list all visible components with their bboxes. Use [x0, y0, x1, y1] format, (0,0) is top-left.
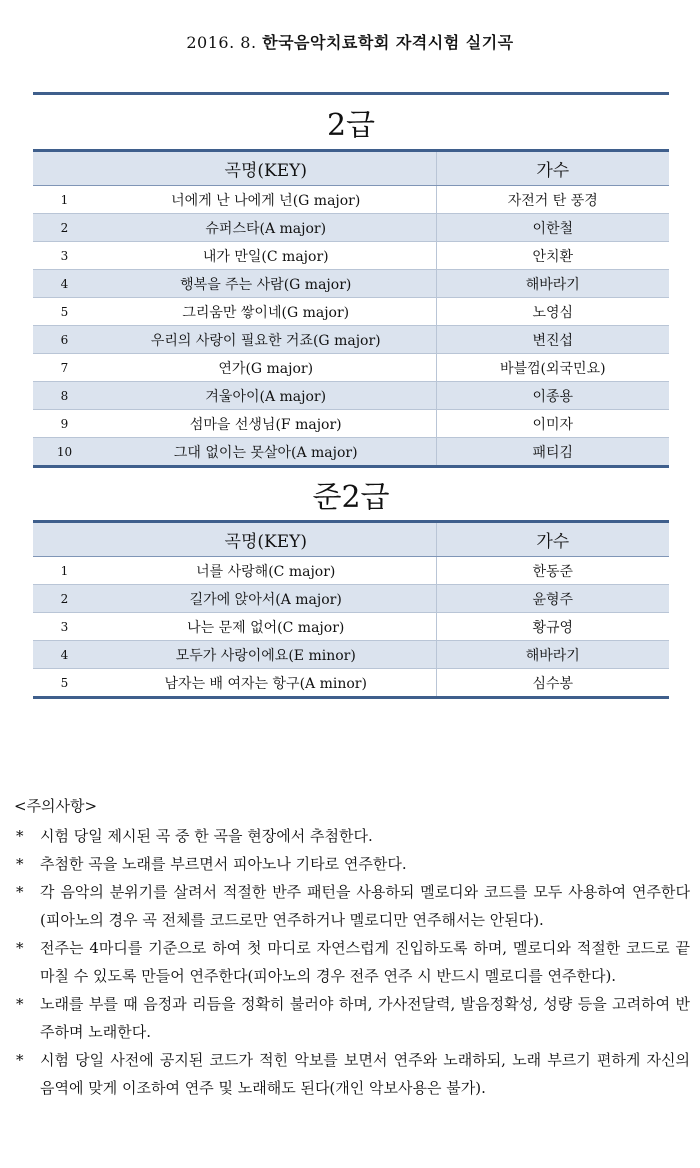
bullet-star: * [16, 1051, 24, 1069]
row-singer: 해바라기 [436, 641, 669, 669]
row-song: 우리의 사랑이 필요한 거죠(G major) [96, 326, 436, 354]
header-singer: 가수 [436, 151, 669, 186]
row-number: 4 [33, 270, 96, 298]
row-singer: 심수봉 [436, 669, 669, 698]
notes-list [14, 822, 690, 1102]
row-song: 너를 사랑해(C major) [96, 557, 436, 585]
row-singer: 이미자 [436, 410, 669, 438]
table-row [33, 410, 669, 438]
header-number [33, 522, 96, 557]
row-song: 겨울아이(A major) [96, 382, 436, 410]
table-row [33, 298, 669, 326]
table-row [33, 585, 669, 613]
note-text: 각 음악의 분위기를 살려서 적절한 반주 패턴을 사용하되 멜로디와 코드를 모두 사용하여 연주한다(피아노의 경우 곡 전체를 코드로만 연주하거나 멜로디만 연주해서는 안된다). [40, 883, 690, 929]
row-singer: 이종용 [436, 382, 669, 410]
page-title [0, 30, 700, 53]
row-singer: 해바라기 [436, 270, 669, 298]
header-number [33, 151, 96, 186]
row-song: 내가 만일(C major) [96, 242, 436, 270]
bullet-star: * [16, 827, 24, 845]
row-number: 9 [33, 410, 96, 438]
grade2-table [33, 92, 669, 699]
grade2pre-heading: 준2급 [33, 467, 669, 522]
grade2-header-row [33, 151, 669, 186]
grade2pre-heading-row [33, 467, 669, 522]
bullet-star: * [16, 883, 24, 901]
note-item [14, 822, 690, 850]
row-singer: 노영심 [436, 298, 669, 326]
row-song: 그리움만 쌓이네(G major) [96, 298, 436, 326]
note-text: 노래를 부를 때 음정과 리듬을 정확히 불러야 하며, 가사전달력, 발음정확성, 성량 등을 고려하여 반주하며 노래한다. [40, 995, 690, 1041]
table-row [33, 438, 669, 467]
table-row [33, 613, 669, 641]
header-song: 곡명(KEY) [96, 522, 436, 557]
note-text: 시험 당일 제시된 곡 중 한 곡을 현장에서 추첨한다. [40, 827, 373, 845]
row-song: 그대 없이는 못살아(A major) [96, 438, 436, 467]
row-song: 행복을 주는 사람(G major) [96, 270, 436, 298]
table-row [33, 669, 669, 698]
table-row [33, 354, 669, 382]
bullet-star: * [16, 995, 24, 1013]
row-number: 3 [33, 613, 96, 641]
row-song: 너에게 난 나에게 넌(G major) [96, 186, 436, 214]
header-singer: 가수 [436, 522, 669, 557]
grade2-heading-row [33, 94, 669, 151]
row-singer: 변진섭 [436, 326, 669, 354]
row-singer: 이한철 [436, 214, 669, 242]
row-singer: 황규영 [436, 613, 669, 641]
title-org: 한국음악치료학회 자격시험 실기곡 [262, 33, 514, 52]
note-item [14, 1046, 690, 1102]
row-number: 1 [33, 557, 96, 585]
table-row [33, 214, 669, 242]
table-row [33, 326, 669, 354]
bullet-star: * [16, 939, 24, 957]
note-item [14, 934, 690, 990]
table-row [33, 186, 669, 214]
row-singer: 윤형주 [436, 585, 669, 613]
note-text: 시험 당일 사전에 공지된 코드가 적힌 악보를 보면서 연주와 노래하되, 노래 부르기 편하게 자신의 음역에 맞게 이조하여 연주 및 노래해도 된다(개인 악보사용은 불가). [40, 1051, 690, 1097]
row-number: 8 [33, 382, 96, 410]
header-song: 곡명(KEY) [96, 151, 436, 186]
table-row [33, 270, 669, 298]
row-number: 10 [33, 438, 96, 467]
grade2pre-header-row [33, 522, 669, 557]
note-item [14, 850, 690, 878]
row-number: 1 [33, 186, 96, 214]
row-song: 남자는 배 여자는 항구(A minor) [96, 669, 436, 698]
row-number: 3 [33, 242, 96, 270]
row-number: 5 [33, 298, 96, 326]
row-number: 2 [33, 585, 96, 613]
notes-heading: <주의사항> [14, 797, 98, 815]
row-song: 모두가 사랑이에요(E minor) [96, 641, 436, 669]
row-number: 2 [33, 214, 96, 242]
note-text: 전주는 4마디를 기준으로 하여 첫 마디로 자연스럽게 진입하도록 하며, 멜로디와 적절한 코드로 끝마칠 수 있도록 만들어 연주한다(피아노의 경우 전주 연주 시 반드시 멜로디를 연주한다). [40, 939, 690, 985]
note-item [14, 990, 690, 1046]
row-song: 연가(G major) [96, 354, 436, 382]
row-singer: 자전거 탄 풍경 [436, 186, 669, 214]
table-row [33, 242, 669, 270]
table-row [33, 557, 669, 585]
table-row [33, 641, 669, 669]
row-singer: 한동준 [436, 557, 669, 585]
row-song: 나는 문제 없어(C major) [96, 613, 436, 641]
row-singer: 안치환 [436, 242, 669, 270]
row-song: 슈퍼스타(A major) [96, 214, 436, 242]
note-text: 추첨한 곡을 노래를 부르면서 피아노나 기타로 연주한다. [40, 855, 407, 873]
row-number: 4 [33, 641, 96, 669]
row-number: 7 [33, 354, 96, 382]
row-song: 길가에 앉아서(A major) [96, 585, 436, 613]
grade2-heading: 2급 [33, 94, 669, 151]
title-date: 2016. 8. [186, 33, 257, 52]
row-number: 6 [33, 326, 96, 354]
row-singer: 패티김 [436, 438, 669, 467]
table-row [33, 382, 669, 410]
row-singer: 바블껌(외국민요) [436, 354, 669, 382]
notes-section [14, 792, 690, 1102]
row-song: 섬마을 선생님(F major) [96, 410, 436, 438]
bullet-star: * [16, 855, 24, 873]
row-number: 5 [33, 669, 96, 698]
note-item [14, 878, 690, 934]
